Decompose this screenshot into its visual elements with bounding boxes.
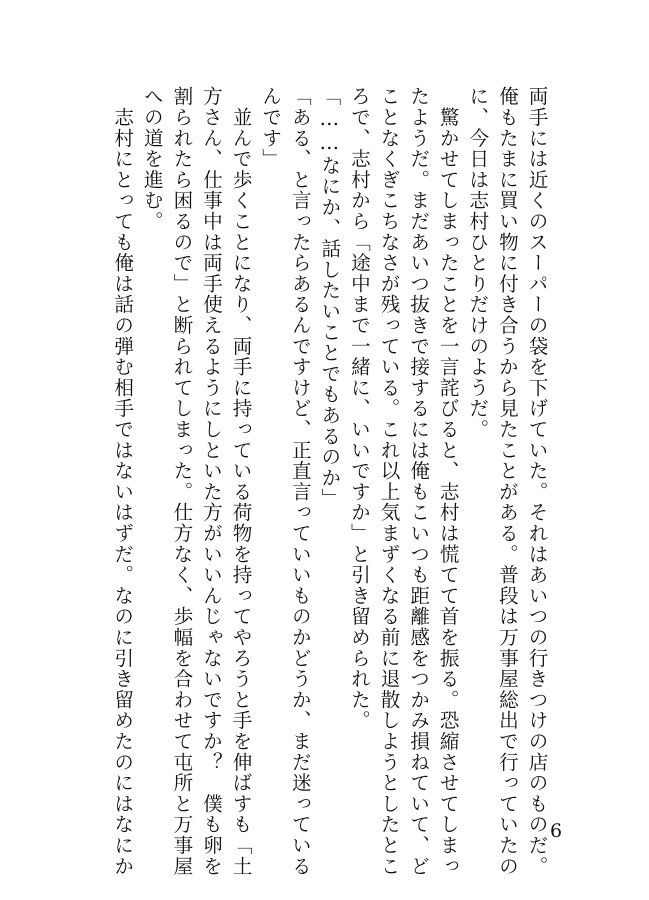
- text-line: 「……なにか、話したいことでもあるのか」: [317, 86, 341, 509]
- text-line: ろで、志村から「途中まで一緒に、いいですか」と引き留められた。: [347, 86, 371, 731]
- text-line: 方さん、仕事中は両手使えるようにしといた方がいいんじゃないですか？ 僕も卵を: [199, 86, 223, 877]
- text-line: ことなくぎこちなさが残っている。これ以上気まずくなる前に退散しようとしたとこ: [377, 86, 401, 877]
- page-number: 6: [549, 820, 563, 842]
- text-line: 驚かせてしまったことを一言詫びると、志村は慌てて首を振る。恐縮させてしまっ: [436, 86, 460, 877]
- text-line: に、今日は志村ひとりだけのようだ。: [465, 86, 489, 440]
- text-line: 両手には近くのスーパーの袋を下げていた。それはあいつの行きつけの店のものだ。: [525, 86, 548, 877]
- text-line: んです」: [258, 86, 282, 170]
- text-line: たようだ。まだあいつ抜きで接するには俺もこいつも距離感をつかみ損ねていて、ど: [406, 86, 430, 877]
- text-line: 志村にとっても俺は話の弾む相手ではないはずだ。なのに引き留めたのにはなにか: [110, 86, 134, 877]
- text-line: への道を進む。: [140, 86, 164, 232]
- text-line: 割られたら困るので」と断られてしまった。仕方なく、歩幅を合わせて屯所と万事屋: [169, 86, 193, 877]
- text-line: 並んで歩くことになり、両手に持っている荷物を持ってやろうと手を伸ばすも「土: [229, 86, 253, 877]
- body-text: [110, 86, 551, 877]
- text-line: 俺もたまに買い物に付き合うから見たことがある。普段は万事屋総出で行っていたの: [495, 86, 519, 877]
- text-line: 「ある、と言ったらあるんですけど、正直言っていいものかどうか、まだ迷っている: [288, 86, 312, 877]
